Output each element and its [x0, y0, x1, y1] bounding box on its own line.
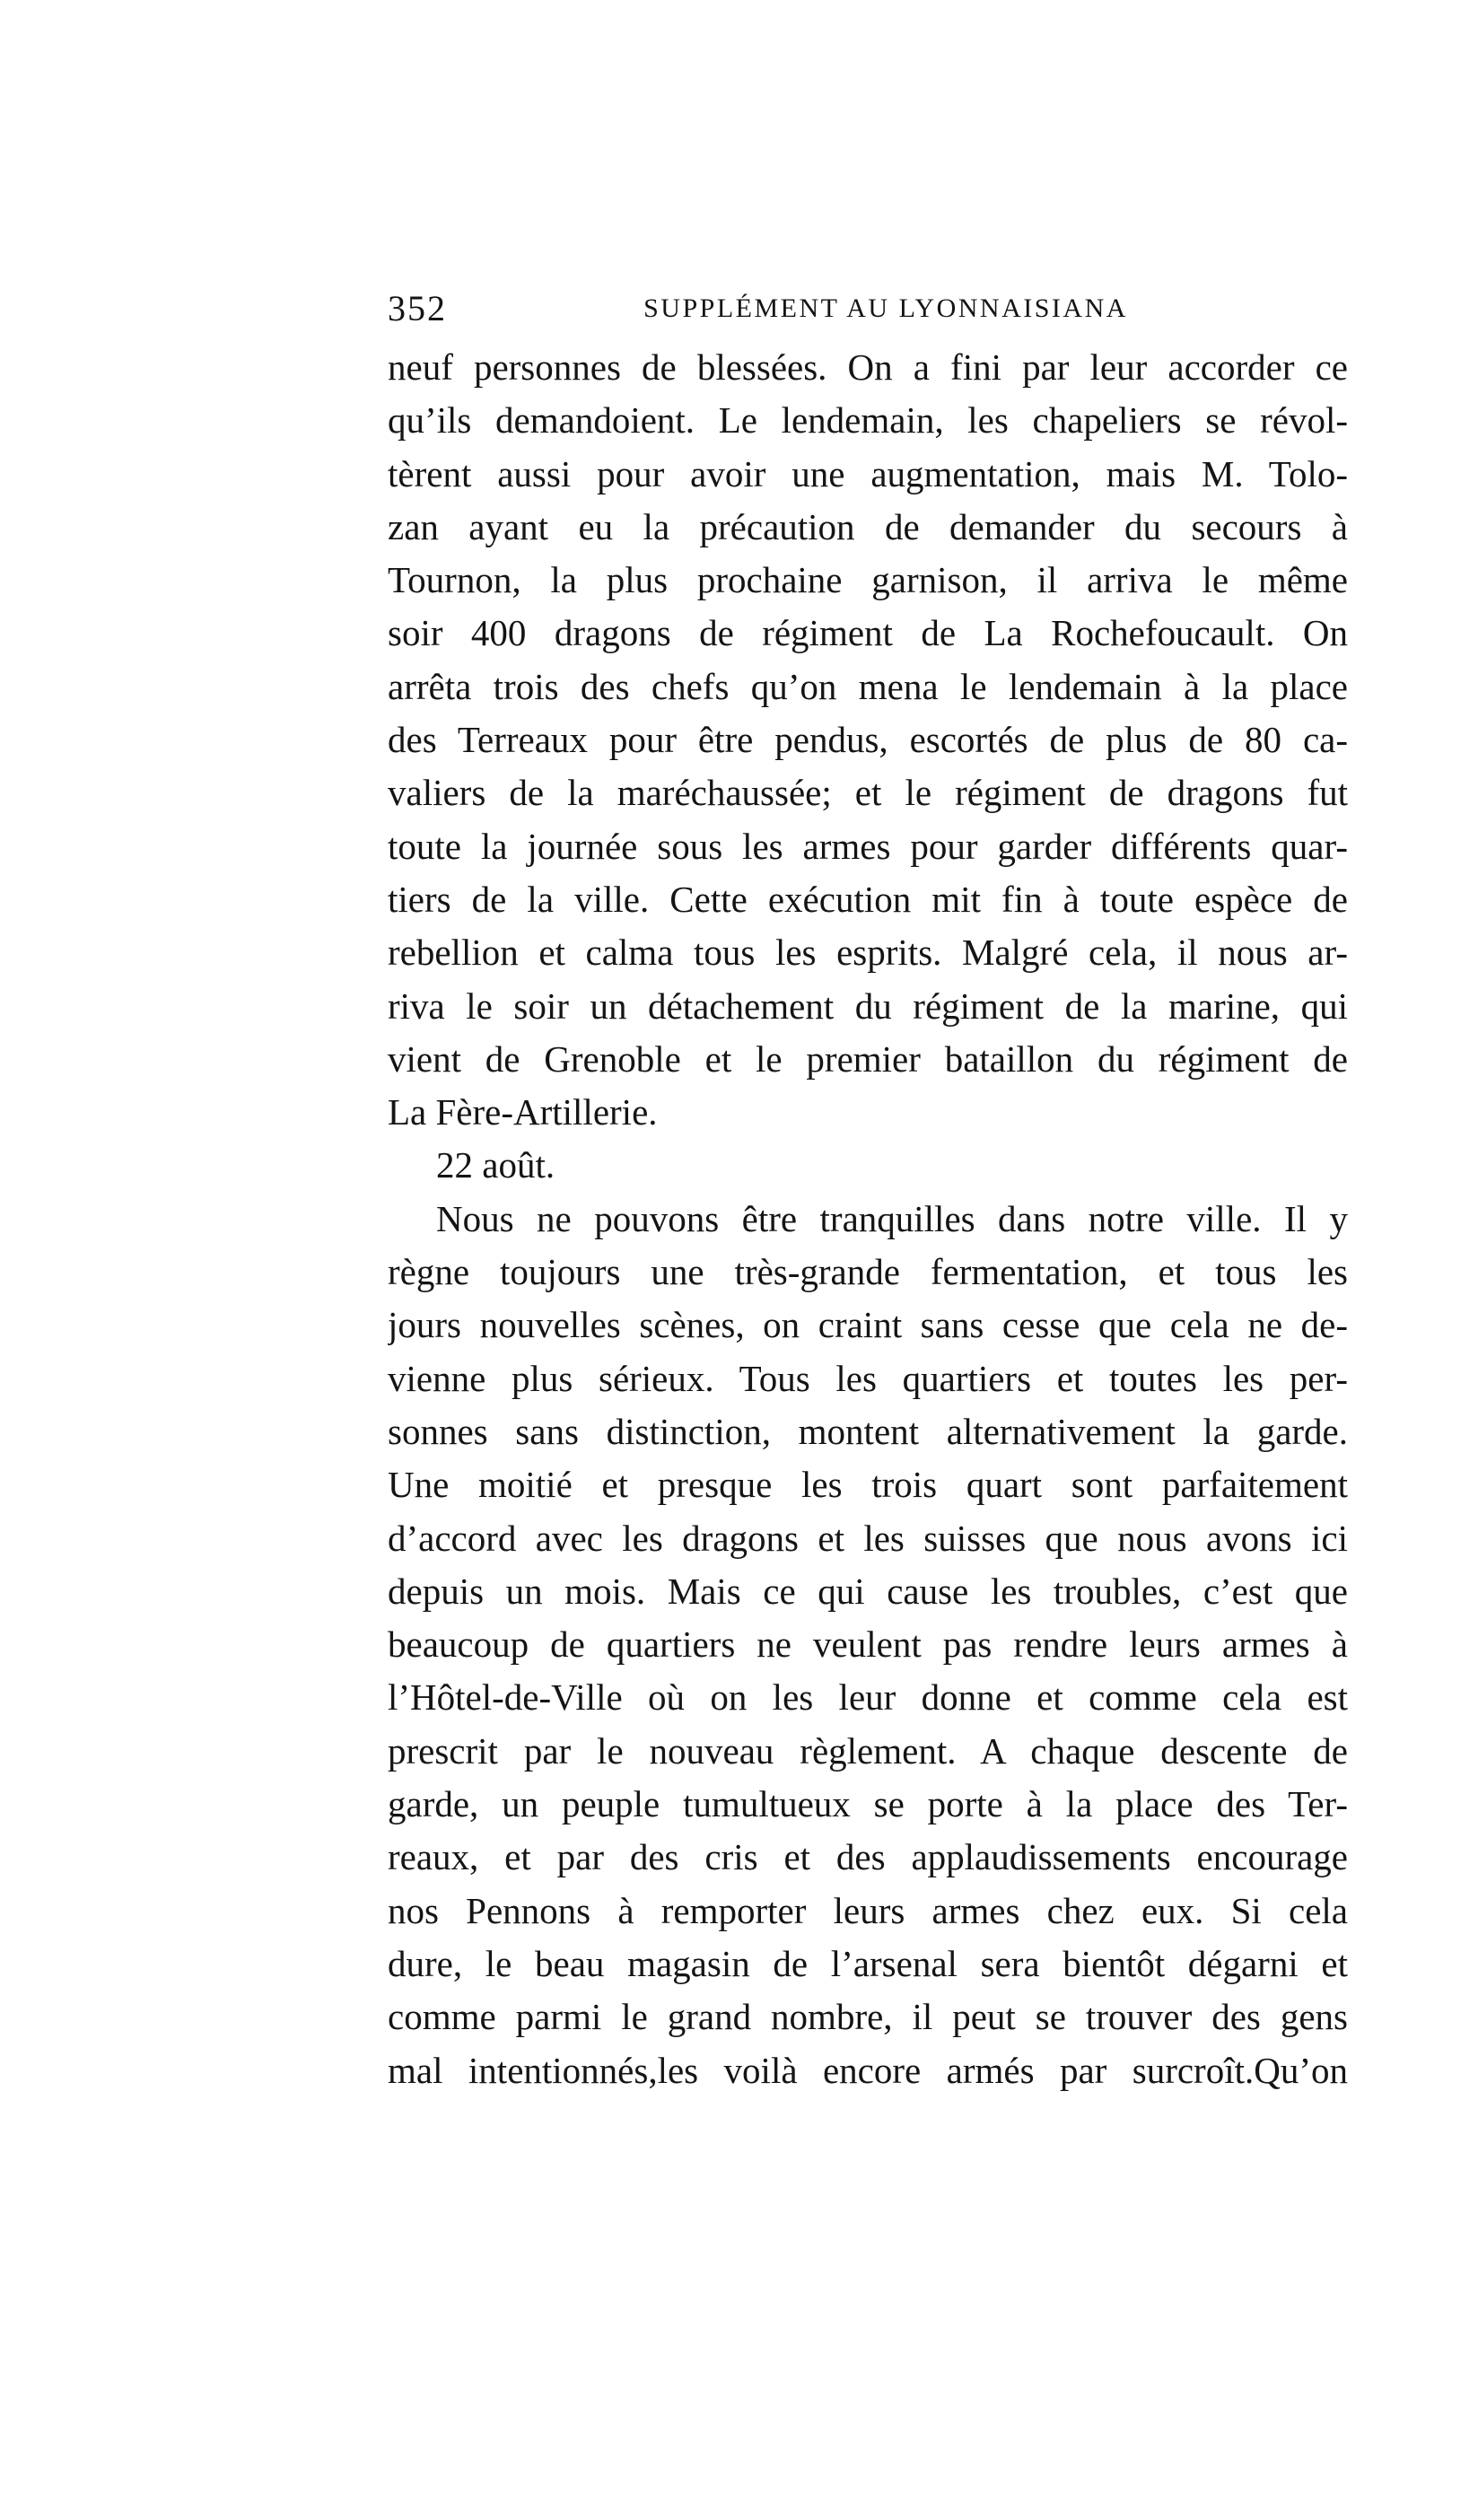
text-line: Tournon, la plus prochaine garnison, il arriva le même [388, 559, 1348, 601]
text-line: arrêta trois des chefs qu’on mena le lendemain à la place [388, 665, 1348, 707]
text-line: nos Pennons à remporter leurs armes chez eux. Si cela [388, 1889, 1348, 1931]
page-number: 352 [388, 288, 447, 328]
text-line: dure, le beau magasin de l’arsenal sera bientôt dégarni et [388, 1942, 1348, 1984]
text-line: jours nouvelles scènes, on craint sans cesse que cela ne de- [388, 1304, 1348, 1346]
text-line: tèrent aussi pour avoir une augmentation, mais M. Tolo- [388, 452, 1348, 494]
text-line: Nous ne pouvons être tranquilles dans notre ville. Il y [436, 1197, 1348, 1239]
text-line: l’Hôtel-de-Ville où on les leur donne et comme cela est [388, 1676, 1348, 1719]
text-line: prescrit par le nouveau règlement. A chaque descente de [388, 1729, 1348, 1772]
text-line: neuf personnes de blessées. On a fini par leur accorder ce [388, 346, 1348, 388]
text-line: depuis un mois. Mais ce qui cause les troubles, c’est que [388, 1570, 1348, 1612]
text-line: vient de Grenoble et le premier bataillon du régiment de [388, 1037, 1348, 1080]
text-line: vienne plus sérieux. Tous les quartiers et toutes les per- [388, 1357, 1348, 1399]
text-line: La Fère-Artillerie. [388, 1091, 658, 1133]
text-line: valiers de la maréchaussée; et le régiment de dragons fut [388, 772, 1348, 814]
text-line: comme parmi le grand nombre, il peut se trouver des gens [388, 1996, 1348, 2038]
body-text [388, 341, 1348, 2097]
text-line: rebellion et calma tous les esprits. Malgré cela, il nous ar- [388, 932, 1348, 974]
text-line: reaux, et par des cris et des applaudissements encourage [388, 1836, 1348, 1878]
text-line: soir 400 dragons de régiment de La Rochefoucault. On [388, 612, 1348, 654]
running-head [388, 285, 1348, 332]
text-line: beaucoup de quartiers ne veulent pas rendre leurs armes à [388, 1623, 1348, 1666]
text-line: garde, un peuple tumultueux se porte à la place des Ter- [388, 1783, 1348, 1825]
text-line: riva le soir un détachement du régiment de la marine, qui [388, 984, 1348, 1027]
text-line: zan ayant eu la précaution de demander du secours à [388, 505, 1348, 547]
text-line: d’accord avec les dragons et les suisses que nous avons ici [388, 1517, 1348, 1559]
text-line: Une moitié et presque les trois quart sont parfaitement [388, 1464, 1348, 1506]
date-heading: 22 août. [436, 1144, 555, 1186]
text-line: des Terreaux pour être pendus, escortés de plus de 80 ca- [388, 719, 1348, 761]
text-line: qu’ils demandoient. Le lendemain, les chapeliers se révol- [388, 399, 1348, 442]
text-line: toute la journée sous les armes pour garder différents quar- [388, 825, 1348, 867]
running-title: SUPPLÉMENT AU LYONNAISIANA [643, 293, 1128, 323]
text-line: tiers de la ville. Cette exécution mit fin à toute espèce de [388, 878, 1348, 920]
text-line: règne toujours une très-grande fermentation, et tous les [388, 1251, 1348, 1293]
text-line: sonnes sans distinction, montent alternativement la garde. [388, 1410, 1348, 1452]
text-line: mal intentionnés,les voilà encore armés par surcroît.Qu’on [388, 2049, 1348, 2091]
